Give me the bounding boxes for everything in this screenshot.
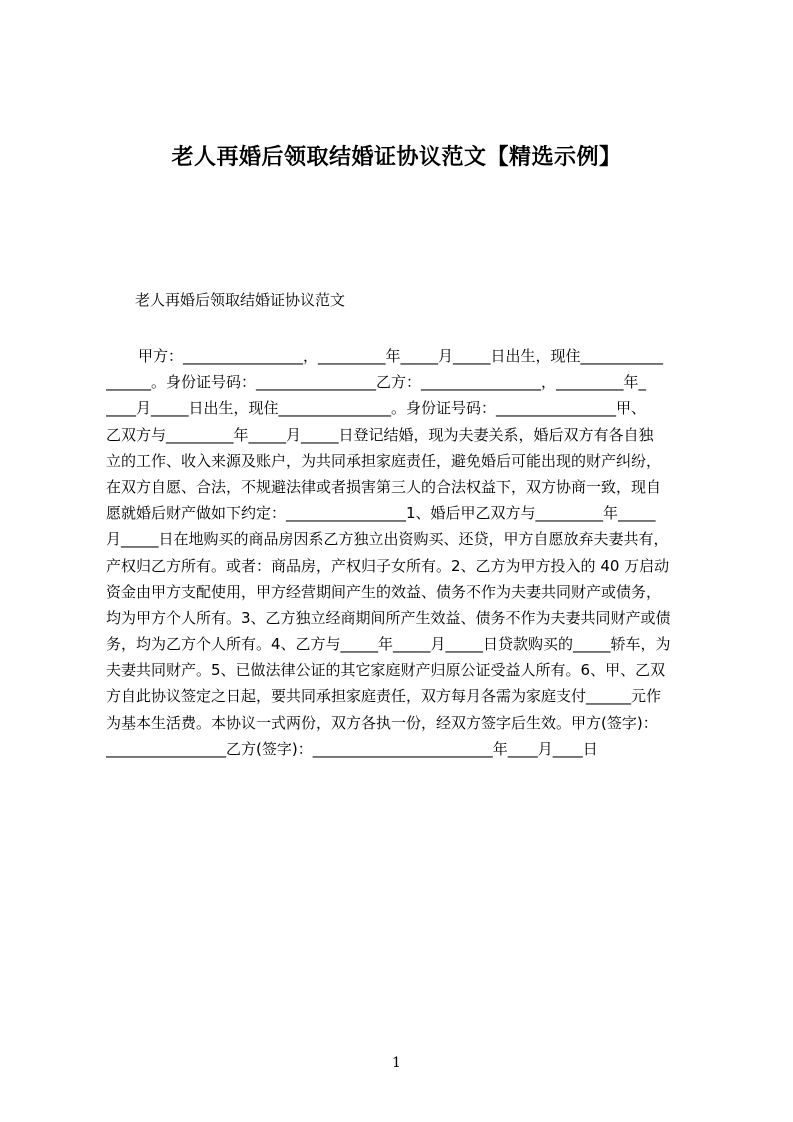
- body-line: 立的工作、收入来源及账户，为共同承担家庭责任，避免婚后可能出现的财产纠纷，: [106, 451, 662, 470]
- body-line: ________________乙方(签字)：________________________年____月____日: [106, 739, 598, 758]
- body-line: 务，均为乙方个人所有。4、乙方与_____年_____月_____日贷款购买的_____轿车，为: [106, 635, 671, 654]
- body-line: 愿就婚后财产做如下约定：________________1、婚后甲乙双方与_________年_____: [106, 504, 656, 523]
- body-line: 在双方自愿、合法，不规避法律或者损害第三人的合法权益下，双方协商一致，现自: [106, 477, 662, 496]
- body-line: 为基本生活费。本协议一式两份，双方各执一份，经双方签字后生效。甲方(签字)：: [106, 713, 658, 732]
- body-line: ____月_____日出生，现住_______________。身份证号码：________________甲、: [106, 399, 647, 418]
- body-line: 方自此协议签定之日起，要共同承担家庭责任，双方每月各需为家庭支付______元作: [106, 687, 662, 706]
- body-line: 产权归乙方所有。或者：商品房，产权归子女所有。2、乙方为甲方投入的 40 万启动: [106, 556, 670, 575]
- agreement-body: [106, 343, 698, 762]
- body-line: 夫妻共同财产。5、已做法律公证的其它家庭财产归原公证受益人所有。6、甲、乙双: [106, 661, 666, 680]
- body-line: 均为甲方个人所有。3、乙方独立经商期间所产生效益、债务不作为夫妻共同财产或债: [106, 608, 671, 627]
- body-line: 甲方：________________，_________年_____月_____日出生，现住___________: [138, 347, 664, 365]
- body-line: ______。身份证号码：________________乙方：________________，_________年_: [106, 373, 647, 392]
- page-number: 1: [392, 1055, 401, 1071]
- document-subtitle: 老人再婚后领取结婚证协议范文: [135, 291, 346, 309]
- document-title: 老人再婚后领取结婚证协议范文【精选示例】: [171, 145, 622, 170]
- body-line: 月_____日在地购买的商品房因系乙方独立出资购买、还贷，甲方自愿放弃夫妻共有，: [106, 530, 669, 549]
- body-line: 乙双方与_________年_____月_____日登记结婚，现为夫妻关系，婚后双方有各自独: [106, 425, 654, 444]
- body-line: 资金由甲方支配使用，甲方经营期间产生的效益、债务不作为夫妻共同财产或债务，: [106, 582, 662, 601]
